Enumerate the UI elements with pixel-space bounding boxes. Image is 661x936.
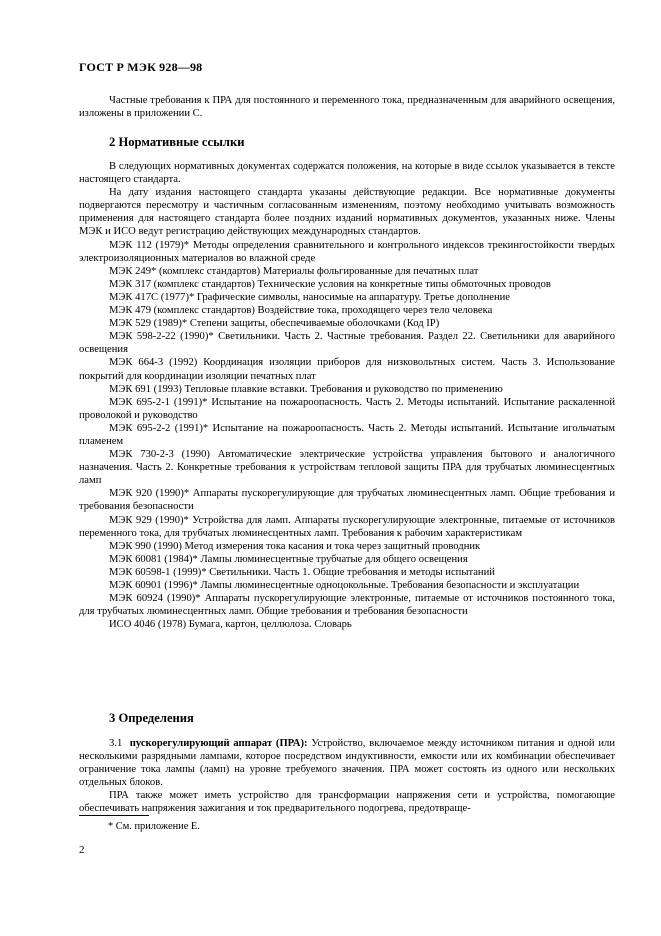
reference-item: МЭК 417С (1977)* Графические символы, наносимые на аппаратуру. Третье дополнение [109,291,510,303]
reference-item: МЭК 664-3 (1992) Координация изоляции приборов для низковольтных систем. Часть 3. Использование покрытий для координации изоляции печатных плат [79,357,615,382]
reference-item: МЭК 598-2-22 (1990)* Светильники. Часть 2. Частные требования. Раздел 22. Светильники для аварийного освещения [79,331,615,356]
reference-item: МЭК 60598-1 (1999)* Светильники. Часть 1. Общие требования и методы испытаний [109,566,495,578]
reference-item: МЭК 60924 (1990)* Аппараты пускорегулирующие электронные, питаемые от источников постоянного тока, для трубчатых люминесцентных ламп. Общие требования и требования безопасности [79,593,615,618]
definition-term: пускорегулирующий аппарат (ПРА): [129,738,308,749]
footnote-divider [79,815,149,816]
reference-item: МЭК 730-2-3 (1990) Автоматические электрические устройства управления бытового и аналогичного назначения. Часть 2. Конкретные требования к устройствам тепловой защиты ПРА для трубчатых люминесцентных ламп [79,449,615,487]
section-2-paragraph: На дату издания настоящего стандарта указаны действующие редакции. Все нормативные документы подвергаются пересмотру и частичным согласованным изменениям, поэтому необходимо учитывать возможность применения для настоящего стандарта более поздних изданий нормативных документов, указанных ниже. Члены МЭК и ИСО ведут регистрацию действующих международных стандартов. [79,187,615,238]
reference-item: МЭК 920 (1990)* Аппараты пускорегулирующие для трубчатых люминесцентных ламп. Общие требования и требования безопасности [79,488,615,513]
reference-item: МЭК 60901 (1996)* Лампы люминесцентные одноцокольные. Требования безопасности и эксплуатации [109,580,580,591]
page-number: 2 [79,844,85,856]
definition-paragraph: ПРА также может иметь устройство для трансформации напряжения сети и устройства, помогающие обеспечивать напряжения зажигания и ток предварительного подогрева, предотвраще- [79,790,615,815]
document-header: ГОСТ Р МЭК 928—98 [79,60,203,74]
definition-3-1 [79,737,615,789]
reference-item: МЭК 112 (1979)* Методы определения сравнительного и контрольного индексов трекингостойкости твердых электроизоляционных материалов во влажной среде [79,239,615,264]
reference-item: МЭК 695-2-2 (1991)* Испытание на пожароопасность. Часть 2. Методы испытаний. Испытание игольчатым пламенем [79,422,615,447]
intro-block [79,94,615,120]
reference-item: МЭК 929 (1990)* Устройства для ламп. Аппараты пускорегулирующие электронные, питаемые от источников переменного тока, для трубчатых люминесцентных ламп. Требования к рабочим характеристикам [79,514,615,539]
section-3-heading: 3 Определения [109,711,194,725]
reference-item: МЭК 990 (1990) Метод измерения тока касания и тока через защитный проводник [109,540,481,552]
reference-item: МЭК 249* (комплекс стандартов) Материалы фольгированные для печатных плат [109,265,479,277]
section-2-heading: 2 Нормативные ссылки [109,135,245,149]
reference-item: МЭК 479 (комплекс стандартов) Воздействие тока, проходящего через тело человека [109,305,493,317]
intro-paragraph: Частные требования к ПРА для постоянного и переменного тока, предназначенным для аварийного освещения, изложены в приложении С. [79,95,615,120]
reference-item: МЭК 60081 (1984)* Лампы люминесцентные трубчатые для общего освещения [109,553,468,565]
definition-text: Устройство, включаемое между источником питания и одной или несколькими разрядными лампами, которое посредством индуктивности, емкости или их комбинации обеспечивает ограничение тока лампы (ламп) на уровне требуемого значения. ПРА может состоять из одного или нескольких отдельных блоков. [79,738,615,789]
section-normative-references [79,134,615,631]
footnote: * См. приложение Е. [108,821,200,832]
reference-item: МЭК 317 (комплекс стандартов) Технические условия на конкретные типы обмоточных проводов [109,278,551,290]
section-2-paragraph: В следующих нормативных документах содержатся положения, на которые в виде ссылок указывается в тексте настоящего стандарта. [79,161,615,186]
section-definitions [79,710,615,816]
definition-number: 3.1 [109,738,123,749]
reference-item: МЭК 691 (1993) Тепловые плавкие вставки. Требования и руководство по применению [109,383,503,395]
reference-item: МЭК 529 (1989)* Степени защиты, обеспечиваемые оболочками (Код IP) [109,318,440,330]
reference-item: МЭК 695-2-1 (1991)* Испытание на пожароопасность. Часть 2. Методы испытаний. Испытание раскаленной проволокой и руководство [79,396,615,421]
reference-item: ИСО 4046 (1978) Бумага, картон, целлюлоза. Словарь [109,619,352,631]
